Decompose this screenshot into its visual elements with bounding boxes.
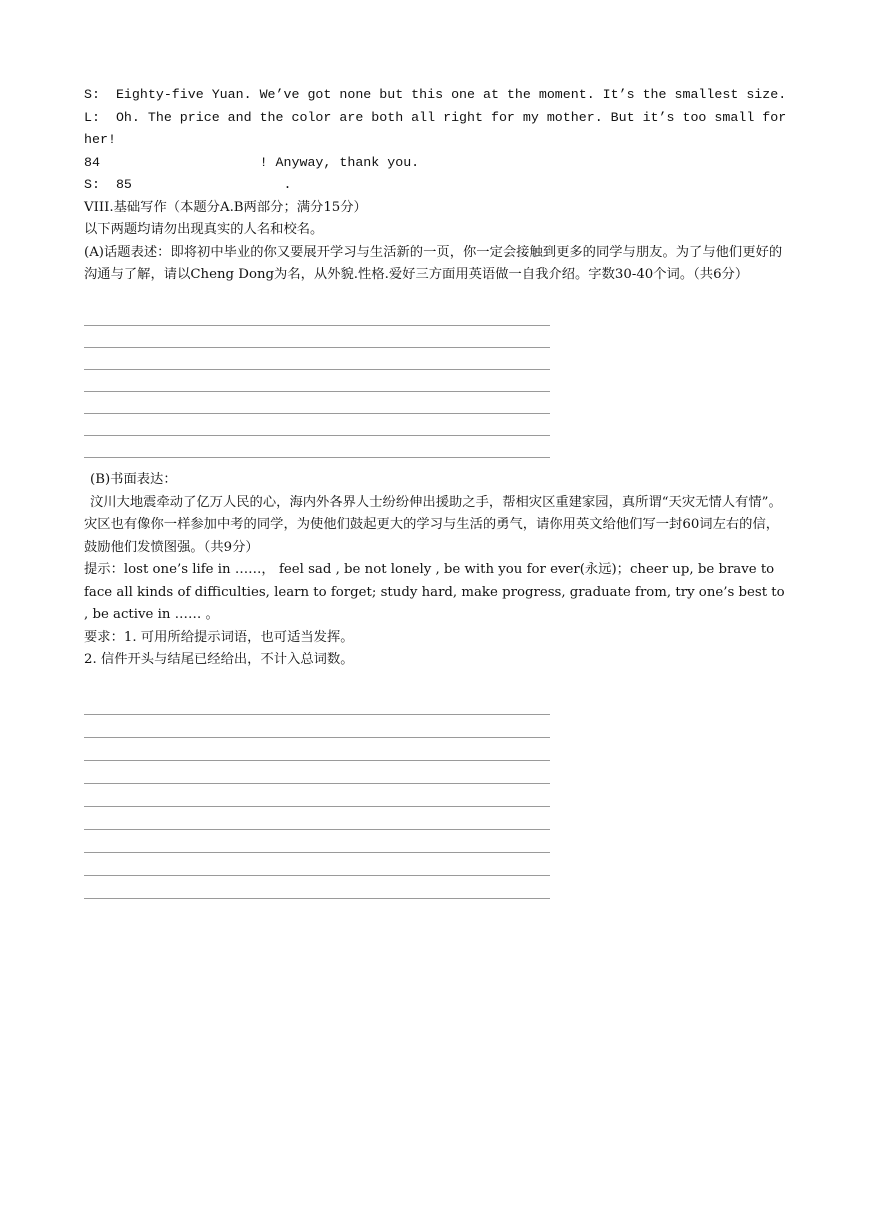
part-b-hints: 提示：lost one’s life in ……， feel sad , be not lonely , be with you for ever(永远)；cheer up, be brave to face all kinds of difficulties, learn to forget; study hard, make progress, graduate from, try one’s best to , be active in …… 。: [84, 562, 789, 622]
answer-line[interactable]: [84, 304, 550, 326]
answer-line[interactable]: [84, 348, 550, 370]
answer-line[interactable]: [84, 830, 550, 853]
answer-line[interactable]: [84, 694, 550, 715]
answer-line[interactable]: [84, 414, 550, 436]
answer-line[interactable]: [84, 807, 550, 830]
requirement-2: 2. 信件开头与结尾已经给出，不计入总词数。: [84, 652, 354, 667]
blank-end-period: .: [283, 177, 292, 192]
part-a-answer-lines: [84, 304, 550, 458]
answer-line[interactable]: [84, 370, 550, 392]
answer-line[interactable]: [84, 392, 550, 414]
section-heading: VIII.基础写作（本题分A.B两部分；满分15分）: [84, 199, 367, 215]
document-page: [84, 84, 795, 287]
dialogue-line-3: [84, 152, 789, 175]
part-b-prompt: 汶川大地震牵动了亿万人民的心，海内外各界人士纷纷伸出援助之手，帮相灾区重建家园，真所谓“天灾无情人有情”。灾区也有像你一样参加中考的同学，为使他们鼓起更大的学习与生活的勇气，请你用英文给他们写一封60词左右的信，鼓励他们发愤图强。（共9分）: [84, 494, 782, 555]
number-label: 84: [84, 154, 100, 170]
answer-line[interactable]: [84, 761, 550, 784]
part-b-label: (B)书面表达：: [90, 472, 177, 487]
answer-line[interactable]: [84, 436, 550, 458]
answer-line[interactable]: [84, 715, 550, 738]
dialogue-line-1: [84, 84, 789, 107]
number-label: 85: [115, 177, 132, 192]
dialogue-text: ! Anyway, thank you.: [259, 154, 420, 170]
dialogue-text: Eighty-five Yuan. We’ve got none but this one at the moment. It’s the smallest size.: [115, 87, 787, 102]
answer-line[interactable]: [84, 738, 550, 761]
answer-line[interactable]: [84, 853, 550, 876]
dialogue-line-2: [84, 107, 795, 152]
requirement-1: 要求：1. 可用所给提示词语，也可适当发挥。: [84, 629, 354, 645]
speaker-label: S:: [84, 87, 100, 102]
answer-line[interactable]: [84, 876, 550, 899]
instruction-note: 以下两题均请勿出现真实的人名和校名。: [84, 222, 324, 237]
answer-line[interactable]: [84, 326, 550, 348]
answer-line[interactable]: [84, 784, 550, 807]
speaker-label: L:: [84, 109, 100, 125]
part-a-prompt: (A)话题表述：即将初中毕业的你又要展开学习与生活新的一页，你一定会接触到更多的同学与朋友。为了与他们更好的沟通与了解，请以Cheng Dong为名，从外貌.性格.爱好三方面用英语做一自我介绍。字数30-40个词。（共6分）: [84, 244, 783, 282]
part-b-answer-lines: [84, 694, 550, 899]
dialogue-line-4: [84, 174, 789, 197]
dialogue-text: Oh. The price and the color are both all right for my mother. But it’s too small for her!: [84, 109, 795, 147]
part-b-section: [84, 469, 789, 672]
speaker-label: S:: [84, 177, 100, 192]
